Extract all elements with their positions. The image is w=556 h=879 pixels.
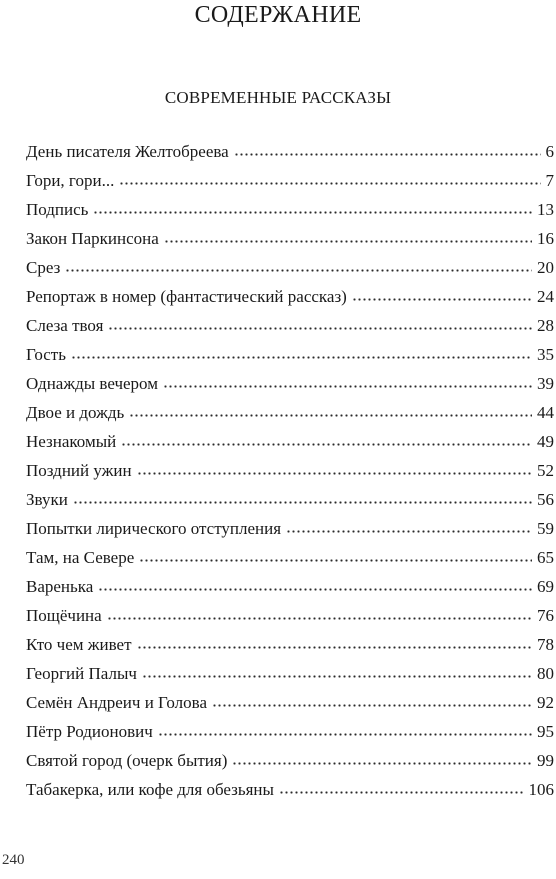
dot-leader	[158, 719, 532, 736]
toc-entry-page: 106	[528, 780, 554, 799]
toc-entry-title: Пётр Родионович	[26, 722, 153, 741]
toc-entry	[26, 227, 554, 256]
toc-entry-title: Незнакомый	[26, 432, 117, 451]
toc-entry	[26, 662, 554, 691]
dot-leader	[129, 400, 532, 417]
toc-entry-title: Слеза твоя	[26, 316, 104, 335]
toc-entry-page: 78	[537, 635, 554, 654]
toc-entry-page: 24	[537, 287, 554, 306]
toc-entry-page: 99	[537, 751, 554, 770]
toc-entry	[26, 720, 554, 749]
toc-entry-page: 56	[537, 490, 554, 509]
toc-entry	[26, 430, 554, 459]
toc-entry-title: Семён Андреич и Голова	[26, 693, 207, 712]
toc-entry	[26, 633, 554, 662]
toc-entry-page: 80	[537, 664, 554, 683]
dot-leader	[71, 342, 532, 359]
toc-entry	[26, 546, 554, 575]
dot-leader	[137, 458, 532, 475]
toc-entry-page: 39	[537, 374, 554, 393]
toc-entry-title: Пощёчина	[26, 606, 102, 625]
section-title: СОВРЕМЕННЫЕ РАССКАЗЫ	[164, 88, 392, 107]
toc-entry-page: 44	[537, 403, 554, 422]
dot-leader	[279, 777, 524, 794]
toc-entry	[26, 778, 554, 807]
toc-entry-title: Гори, гори...	[26, 171, 115, 190]
toc-entry	[26, 517, 554, 546]
dot-leader	[137, 632, 533, 649]
toc-entry-title: День писателя Желтобреева	[26, 142, 229, 161]
toc-entry-title: Попытки лирического отступления	[26, 519, 282, 538]
toc-entry	[26, 198, 554, 227]
dot-leader	[93, 197, 532, 214]
toc-entry-page: 65	[537, 548, 554, 567]
toc-entry-page: 16	[537, 229, 554, 248]
dot-leader	[107, 603, 532, 620]
toc-entry-title: Однажды вечером	[26, 374, 158, 393]
toc-entry	[26, 401, 554, 430]
toc-entry	[26, 372, 554, 401]
toc-entry-title: Закон Паркинсона	[26, 229, 159, 248]
toc-entry	[26, 691, 554, 720]
toc-entry-title: Звуки	[26, 490, 68, 509]
dot-leader	[142, 661, 532, 678]
toc-entry-title: Табакерка, или кофе для обезьяны	[26, 780, 274, 799]
toc-entry-title: Срез	[26, 258, 61, 277]
toc-entry-page: 92	[537, 693, 554, 712]
page-title: СОДЕРЖАНИЕ	[194, 2, 362, 28]
dot-leader	[234, 139, 541, 156]
toc-entry-title: Подпись	[26, 200, 89, 219]
toc-entry-page: 95	[537, 722, 554, 741]
toc-entry-page: 13	[537, 200, 554, 219]
dot-leader	[139, 545, 532, 562]
toc-entry	[26, 604, 554, 633]
toc-entry-page: 7	[545, 171, 554, 190]
dot-leader	[232, 748, 532, 765]
toc-entry-page: 76	[537, 606, 554, 625]
toc-entry	[26, 140, 554, 169]
page-number: 240	[2, 852, 25, 868]
toc-entry-title: Варенька	[26, 577, 94, 596]
dot-leader	[119, 168, 540, 185]
toc-entry-title: Георгий Палыч	[26, 664, 137, 683]
toc-entry-page: 69	[537, 577, 554, 596]
toc-entry-title: Святой город (очерк бытия)	[26, 751, 228, 770]
toc-entry-title: Двое и дождь	[26, 403, 125, 422]
toc-entry	[26, 488, 554, 517]
toc-entry-title: Там, на Севере	[26, 548, 135, 567]
toc-entry-page: 35	[537, 345, 554, 364]
dot-leader	[286, 516, 532, 533]
table-of-contents	[26, 140, 554, 807]
toc-entry-page: 28	[537, 316, 554, 335]
dot-leader	[98, 574, 532, 591]
toc-entry	[26, 256, 554, 285]
dot-leader	[121, 429, 532, 446]
dot-leader	[73, 487, 532, 504]
dot-leader	[352, 284, 532, 301]
toc-entry-title: Репортаж в номер (фантастический рассказ)	[26, 287, 347, 306]
toc-entry-page: 49	[537, 432, 554, 451]
toc-entry-page: 52	[537, 461, 554, 480]
dot-leader	[212, 690, 532, 707]
toc-entry	[26, 314, 554, 343]
toc-entry-title: Гость	[26, 345, 66, 364]
toc-entry	[26, 343, 554, 372]
dot-leader	[163, 371, 532, 388]
toc-entry-page: 59	[537, 519, 554, 538]
dot-leader	[108, 313, 532, 330]
toc-entry-page: 6	[545, 142, 554, 161]
toc-entry	[26, 169, 554, 198]
toc-entry	[26, 459, 554, 488]
toc-entry	[26, 285, 554, 314]
toc-entry-title: Поздний ужин	[26, 461, 132, 480]
toc-entry	[26, 575, 554, 604]
toc-entry	[26, 749, 554, 778]
toc-entry-title: Кто чем живет	[26, 635, 132, 654]
dot-leader	[65, 255, 532, 272]
dot-leader	[164, 226, 532, 243]
toc-entry-page: 20	[537, 258, 554, 277]
